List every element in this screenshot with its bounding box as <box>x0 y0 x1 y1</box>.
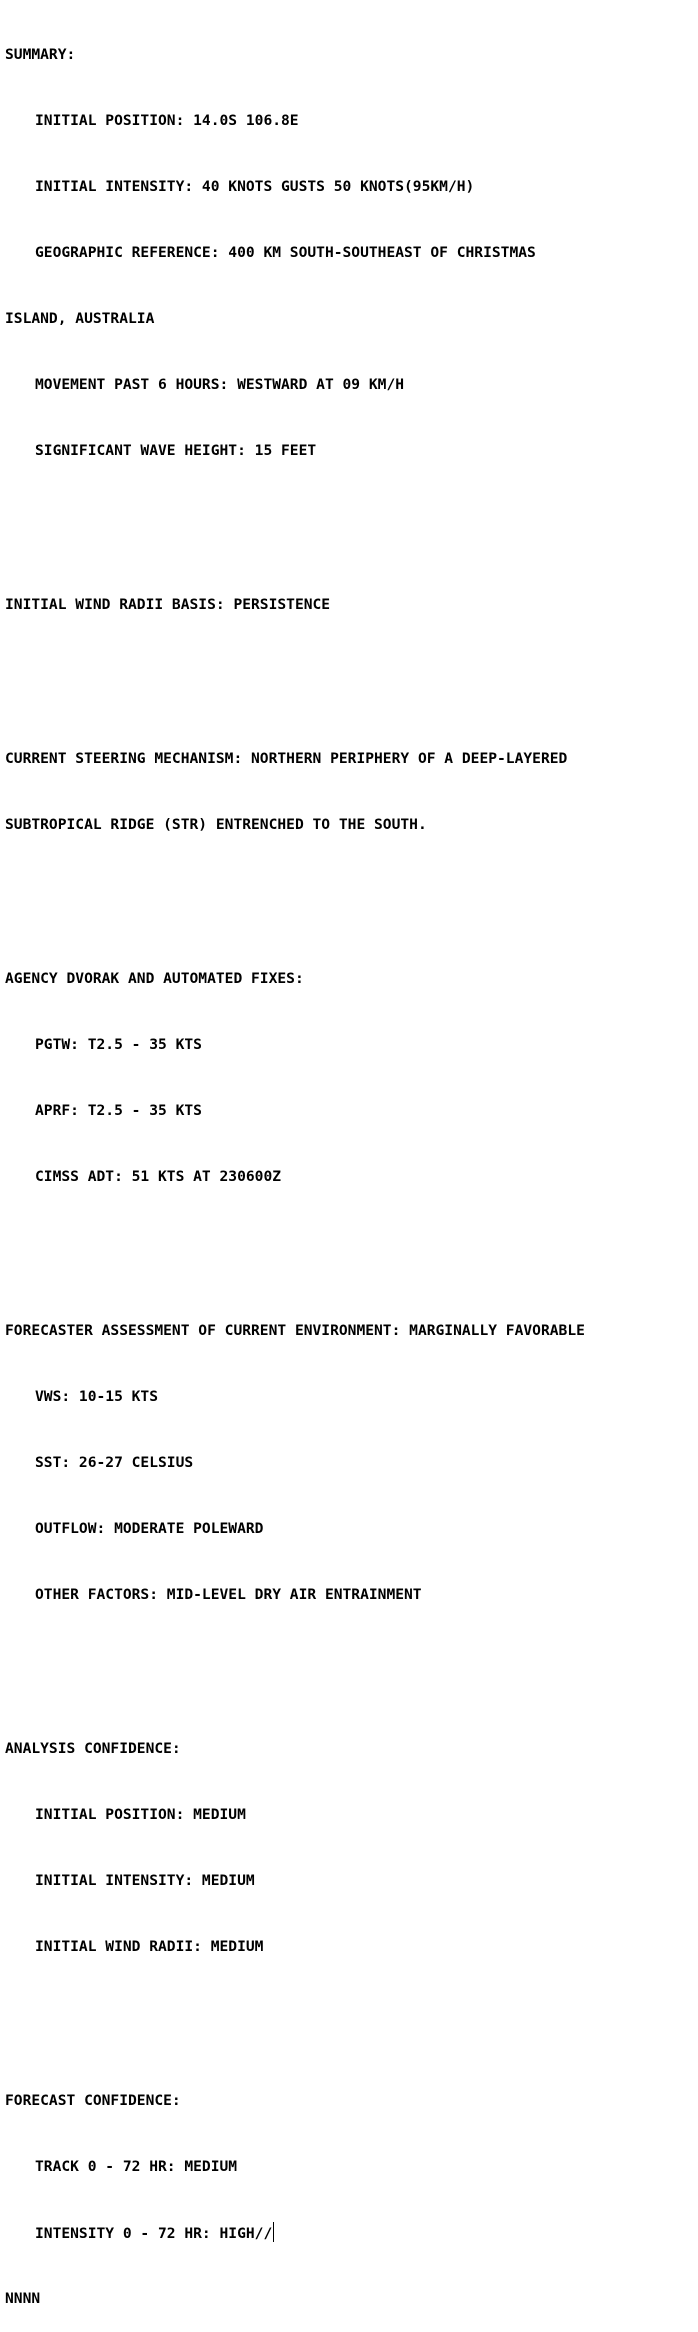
analysis-confidence-heading: ANALYSIS CONFIDENCE: <box>5 1740 181 1757</box>
text-cursor <box>273 2222 274 2242</box>
spacer <box>5 660 695 682</box>
analysis-wind-radii-confidence: INITIAL WIND RADII: MEDIUM <box>35 1938 264 1955</box>
spacer <box>5 2002 695 2024</box>
movement: MOVEMENT PAST 6 HOURS: WESTWARD AT 09 KM/H <box>35 376 405 393</box>
fixes-heading: AGENCY DVORAK AND AUTOMATED FIXES: <box>5 970 304 987</box>
spacer <box>5 506 695 528</box>
end-marker: NNNN <box>5 2290 41 2307</box>
environment-sst: SST: 26-27 CELSIUS <box>35 1454 194 1471</box>
forecast-intensity-line[interactable] <box>5 2222 695 2244</box>
environment-heading: FORECASTER ASSESSMENT OF CURRENT ENVIRONMENT: MARGINALLY FAVORABLE <box>5 1322 585 1339</box>
forecast-confidence-heading: FORECAST CONFIDENCE: <box>5 2092 181 2109</box>
spacer <box>5 1650 695 1672</box>
steering-mechanism: CURRENT STEERING MECHANISM: NORTHERN PERIPHERY OF A DEEP-LAYERED <box>5 750 568 767</box>
environment-vws: VWS: 10-15 KTS <box>35 1388 159 1405</box>
forecast-intensity-confidence: INTENSITY 0 - 72 HR: HIGH// <box>35 2225 273 2242</box>
forecast-track-confidence: TRACK 0 - 72 HR: MEDIUM <box>35 2158 238 2175</box>
analysis-position-confidence: INITIAL POSITION: MEDIUM <box>35 1806 246 1823</box>
environment-other-factors: OTHER FACTORS: MID-LEVEL DRY AIR ENTRAINMENT <box>35 1586 422 1603</box>
fix-pgtw: PGTW: T2.5 - 35 KTS <box>35 1036 202 1053</box>
environment-outflow: OUTFLOW: MODERATE POLEWARD <box>35 1520 264 1537</box>
initial-intensity: INITIAL INTENSITY: 40 KNOTS GUSTS 50 KNOTS(95KM/H) <box>35 178 475 195</box>
spacer <box>5 880 695 902</box>
initial-position: INITIAL POSITION: 14.0S 106.8E <box>35 112 299 129</box>
wind-radii-basis: INITIAL WIND RADII BASIS: PERSISTENCE <box>5 596 331 613</box>
geographic-reference-continued: ISLAND, AUSTRALIA <box>5 310 155 327</box>
geographic-reference: GEOGRAPHIC REFERENCE: 400 KM SOUTH-SOUTHEAST OF CHRISTMAS <box>35 244 536 261</box>
wave-height: SIGNIFICANT WAVE HEIGHT: 15 FEET <box>35 442 317 459</box>
analysis-intensity-confidence: INITIAL INTENSITY: MEDIUM <box>35 1872 255 1889</box>
spacer <box>5 1232 695 1254</box>
fix-cimss: CIMSS ADT: 51 KTS AT 230600Z <box>35 1168 282 1185</box>
summary-heading: SUMMARY: <box>5 46 76 63</box>
bulletin-text <box>5 0 695 2332</box>
fix-aprf: APRF: T2.5 - 35 KTS <box>35 1102 202 1119</box>
steering-mechanism-continued: SUBTROPICAL RIDGE (STR) ENTRENCHED TO THE SOUTH. <box>5 816 427 833</box>
